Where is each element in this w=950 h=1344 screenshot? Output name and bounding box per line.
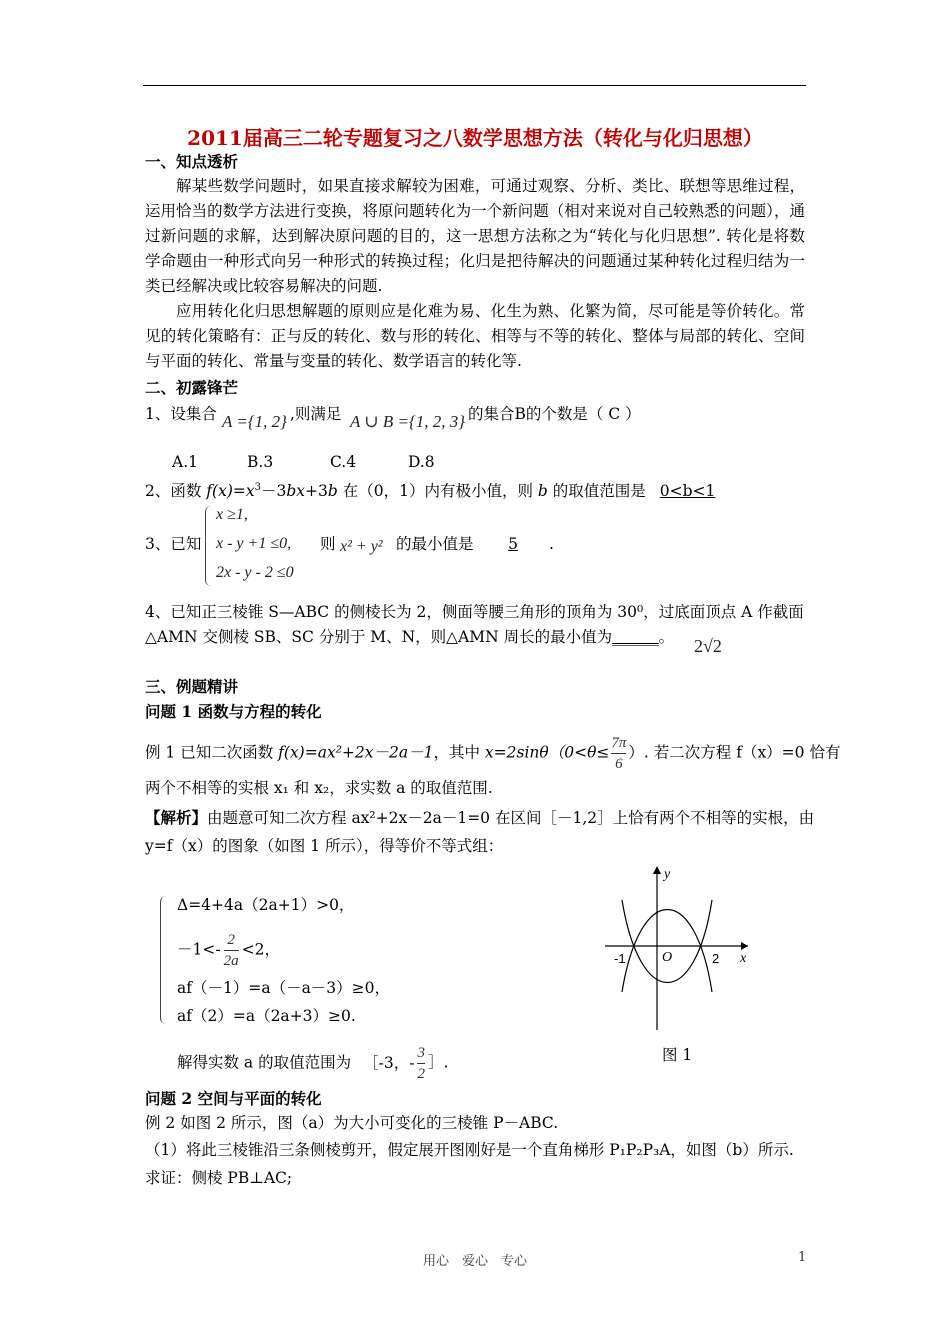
- q4-answer: 2√2: [694, 636, 722, 656]
- header-rule: [143, 85, 806, 86]
- tick-label-2: 2: [712, 951, 720, 966]
- tick-label-neg1: -1: [614, 951, 626, 966]
- q2-line: 2、函数 $f(x)=x^3-3bx+3b$ 在（0，1）内有极小值，则 b 的取值范围是 0<b<1: [145, 482, 716, 501]
- page-number: 1: [798, 1250, 807, 1265]
- q3-then: 则: [320, 535, 336, 553]
- example1-frac-den: 6: [615, 756, 623, 772]
- q4-line-1: 4、已知正三棱锥 S—ABC 的侧棱长为 2，侧面等腰三角形的顶角为 30⁰，过底面顶点 A 作截面: [145, 603, 804, 621]
- q1-union: A ∪ B ={1, 2, 3}: [350, 412, 466, 431]
- q3-ineq-3: 2x - y - 2 ≤0: [216, 564, 294, 581]
- solution-line-2: y=f（x）的图象（如图 1 所示），得等价不等式组：: [145, 837, 504, 855]
- footer-motto: 用心 爱心 专心: [422, 1254, 527, 1269]
- q1-option-a: A.1: [172, 453, 198, 471]
- q3-brace: [205, 506, 212, 586]
- q2-answer: 0<b<1: [659, 482, 716, 501]
- problem2-heading: 问题 2 空间与平面的转化: [145, 1089, 322, 1108]
- q1-prefix: 1、设集合: [145, 405, 217, 423]
- x-axis-arrow: [741, 942, 748, 950]
- example2-line: 例 2 如图 2 所示，图（a）为大小可变化的三棱锥 P－ABC.: [145, 1114, 559, 1132]
- q3-suffix: 的最小值是: [396, 535, 474, 553]
- problem1-heading: 问题 1 函数与方程的转化: [145, 702, 322, 721]
- q1-option-d: D.8: [408, 453, 435, 471]
- figure-1-caption: 图 1: [662, 1046, 693, 1064]
- example2-part1b: 求证：侧棱 PB⊥AC;: [145, 1169, 293, 1187]
- q1-suffix: 的集合B的个数是（ C ）: [468, 405, 641, 423]
- q4-line-2: △AMN 交侧棱 SB、SC 分别于 M、N，则△AMN 周长的最小值为______。: [145, 628, 675, 646]
- section-heading-1: 一、知点透析: [145, 152, 239, 171]
- figure-1-graph: [600, 862, 760, 1032]
- q1-option-c: C.4: [330, 453, 357, 471]
- example1-line-1: 例 1 已知二次函数 f(x)=ax²+2x－2a－1，其中 x=2sinθ（0<θ≤ $\frac{7\pi}{6}$ ）. 若二次方程 f（x）=0 恰有: [145, 735, 841, 772]
- q3-period: .: [549, 535, 554, 553]
- q1-set-a: A ={1, 2}: [222, 412, 287, 431]
- y-axis-arrow: [653, 866, 661, 874]
- axis-label-y: y: [664, 867, 671, 882]
- system-brace: [160, 896, 169, 1024]
- example2-part1: （1）将此三棱锥沿三条侧棱剪开，假定展开图刚好是一个直角梯形 P₁P₂P₃A，如图（b）所示.: [145, 1141, 794, 1159]
- system-line-2: －1<- $\frac{2}{2a}$ <2，: [177, 932, 280, 969]
- section-heading-2: 二、初露锋芒: [145, 378, 239, 397]
- q3-ineq-2: x - y +1 ≤0,: [216, 535, 292, 552]
- q3-answer: 5: [508, 535, 518, 553]
- intro-paragraph-1: 解某些数学问题时，如果直接求解较为困难，可通过观察、分析、类比、联想等思维过程，运用恰当的数学方法进行变换，将原问题转化为一个新问题（相对来说对自己较熟悉的问题），通过新问题的求解，达到解决原问题的目的，这一思想方法称之为“转化与化归思想”. 转化是将数学命题由一种形式向另一种形式的转换过程；化归是把待解决的问题通过某种转化过程归结为一类已经解决或比较容易解决的问题.: [145, 177, 805, 295]
- system-line-1: Δ=4+4a（2a+1）>0，: [177, 896, 355, 914]
- solution-line-1: 【解析】由题意可知二次方程 ax²+2x－2a－1=0 在区间［－1,2］上恰有两个不相等的实根，由: [145, 808, 815, 827]
- q3-prefix: 3、已知: [145, 535, 202, 553]
- axis-label-x: x: [740, 951, 747, 966]
- system-line-3: af（－1）=a（－a－3）≥0，: [177, 979, 391, 997]
- q1-mid: ,则满足: [290, 405, 342, 423]
- example1-line-2: 两个不相等的实根 x₁ 和 x₂，求实数 a 的取值范围.: [145, 779, 493, 797]
- system-line-4: af（2）=a（2a+3）≥0.: [177, 1007, 356, 1025]
- section-heading-3: 三、例题精讲: [145, 677, 239, 696]
- q3-ineq-1: x ≥1,: [216, 506, 248, 523]
- example1-frac-num: 7π: [611, 733, 626, 754]
- q3-expression: x² + y²: [340, 538, 383, 555]
- result-line: 解得实数 a 的取值范围为 ［-3，- $\frac{3}{2}$ ］.: [177, 1045, 449, 1082]
- origin-label: O: [662, 950, 673, 965]
- q1-option-b: B.3: [247, 453, 274, 471]
- document-title: 2011届高三二轮专题复习之八数学思想方法（转化与化归思想）: [187, 126, 763, 150]
- intro-paragraph-2: 应用转化化归思想解题的原则应是化难为易、化生为熟、化繁为简，尽可能是等价转化。常见的转化策略有：正与反的转化、数与形的转化、相等与不等的转化、整体与局部的转化、空间与平面的转化、常量与变量的转化、数学语言的转化等.: [145, 302, 805, 370]
